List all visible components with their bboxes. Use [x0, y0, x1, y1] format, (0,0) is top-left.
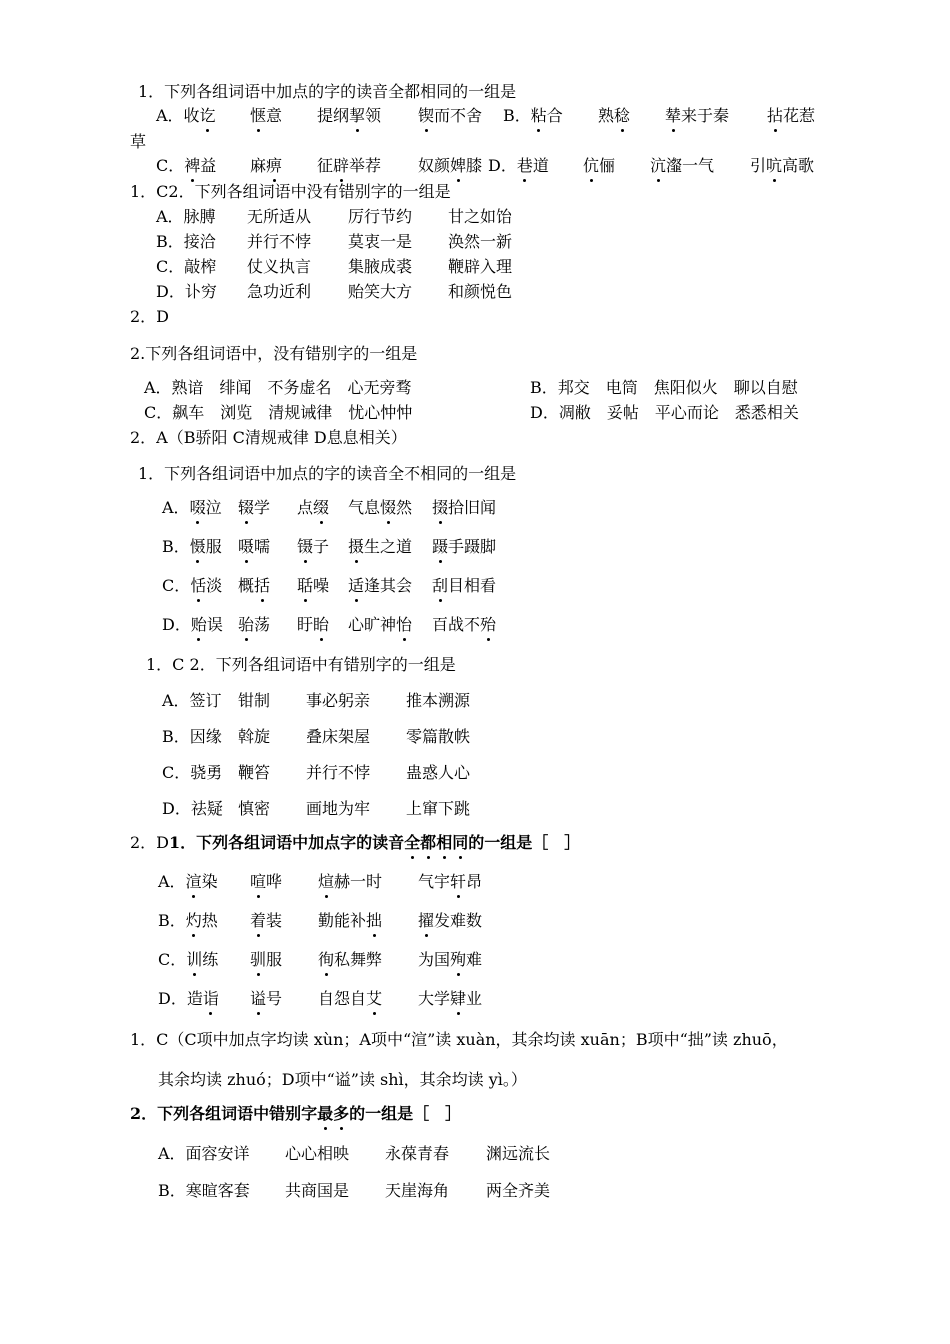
question-3-pronunciation: 1．下列各组词语中加点的字的读音全不相同的一组是 [138, 464, 517, 483]
opt-d3: 沆瀣一气 [650, 156, 715, 175]
opt-b2: 熟稔 [598, 106, 631, 125]
answer-1-question-2: 1．C2．下列各组词语中没有错别字的一组是 [130, 182, 451, 201]
opt-d1: D．巷道 [488, 156, 549, 175]
opt-c1: C．裨益 [156, 156, 217, 175]
question-5-pronunciation: 2．D1．下列各组词语中加点字的读音全都相同的一组是［ ］ [130, 833, 581, 852]
s2-answer: 2．A（B骄阳 C清规戒律 D息息相关） [130, 428, 407, 447]
opt-c3: 征辟举荐 [317, 156, 382, 175]
opt-a4: 锲而不舍 [418, 106, 483, 125]
opt-c4: 奴颜婢膝 [418, 156, 483, 175]
answer-2: 2．D [130, 307, 170, 326]
s2-option-d: D．凋敝 妥帖 平心而论 悉悉相关 [530, 403, 799, 422]
options-row-wrap: 草 [130, 132, 147, 151]
question-6-typo: 2．下列各组词语中错别字最多的一组是［ ］ [130, 1104, 462, 1123]
opt-a1: A．收讫 [156, 106, 216, 125]
question-4-typo: 1．C 2．下列各组词语中有错别字的一组是 [146, 655, 456, 674]
opt-c2: 麻痹 [250, 156, 283, 175]
s5-answer-line-2: 其余均读 zhuó；D项中“谥”读 shì，其余均读 yì。） [158, 1070, 527, 1089]
s2-option-c: C．飙车 浏览 清规诫律 忧心忡忡 [144, 403, 413, 422]
opt-b4: 拈花惹 [767, 106, 816, 125]
opt-a3: 提纲挈领 [317, 106, 382, 125]
s5-answer-line-1: 1．C（C项中加点字均读 xùn；A项中“渲”读 xuàn，其余均读 xuān；B项中“拙”读 zhuō， [130, 1030, 788, 1049]
opt-a2: 惬意 [250, 106, 283, 125]
opt-d2: 伉俪 [583, 156, 616, 175]
opt-d4: 引吭高歌 [750, 156, 815, 175]
opt-b1: B．粘合 [503, 106, 563, 125]
question-2-typo: 2.下列各组词语中，没有错别字的一组是 [130, 344, 418, 363]
opt-b3: 辇来于秦 [665, 106, 730, 125]
s2-option-b: B．邦交 电筒 焦阳似火 聊以自慰 [530, 378, 798, 397]
question-1-pronunciation: 1．下列各组词语中加点的字的读音全都相同的一组是 [138, 82, 517, 101]
s2-option-a: A．熟谙 绯闻 不务虚名 心无旁骛 [144, 378, 412, 397]
